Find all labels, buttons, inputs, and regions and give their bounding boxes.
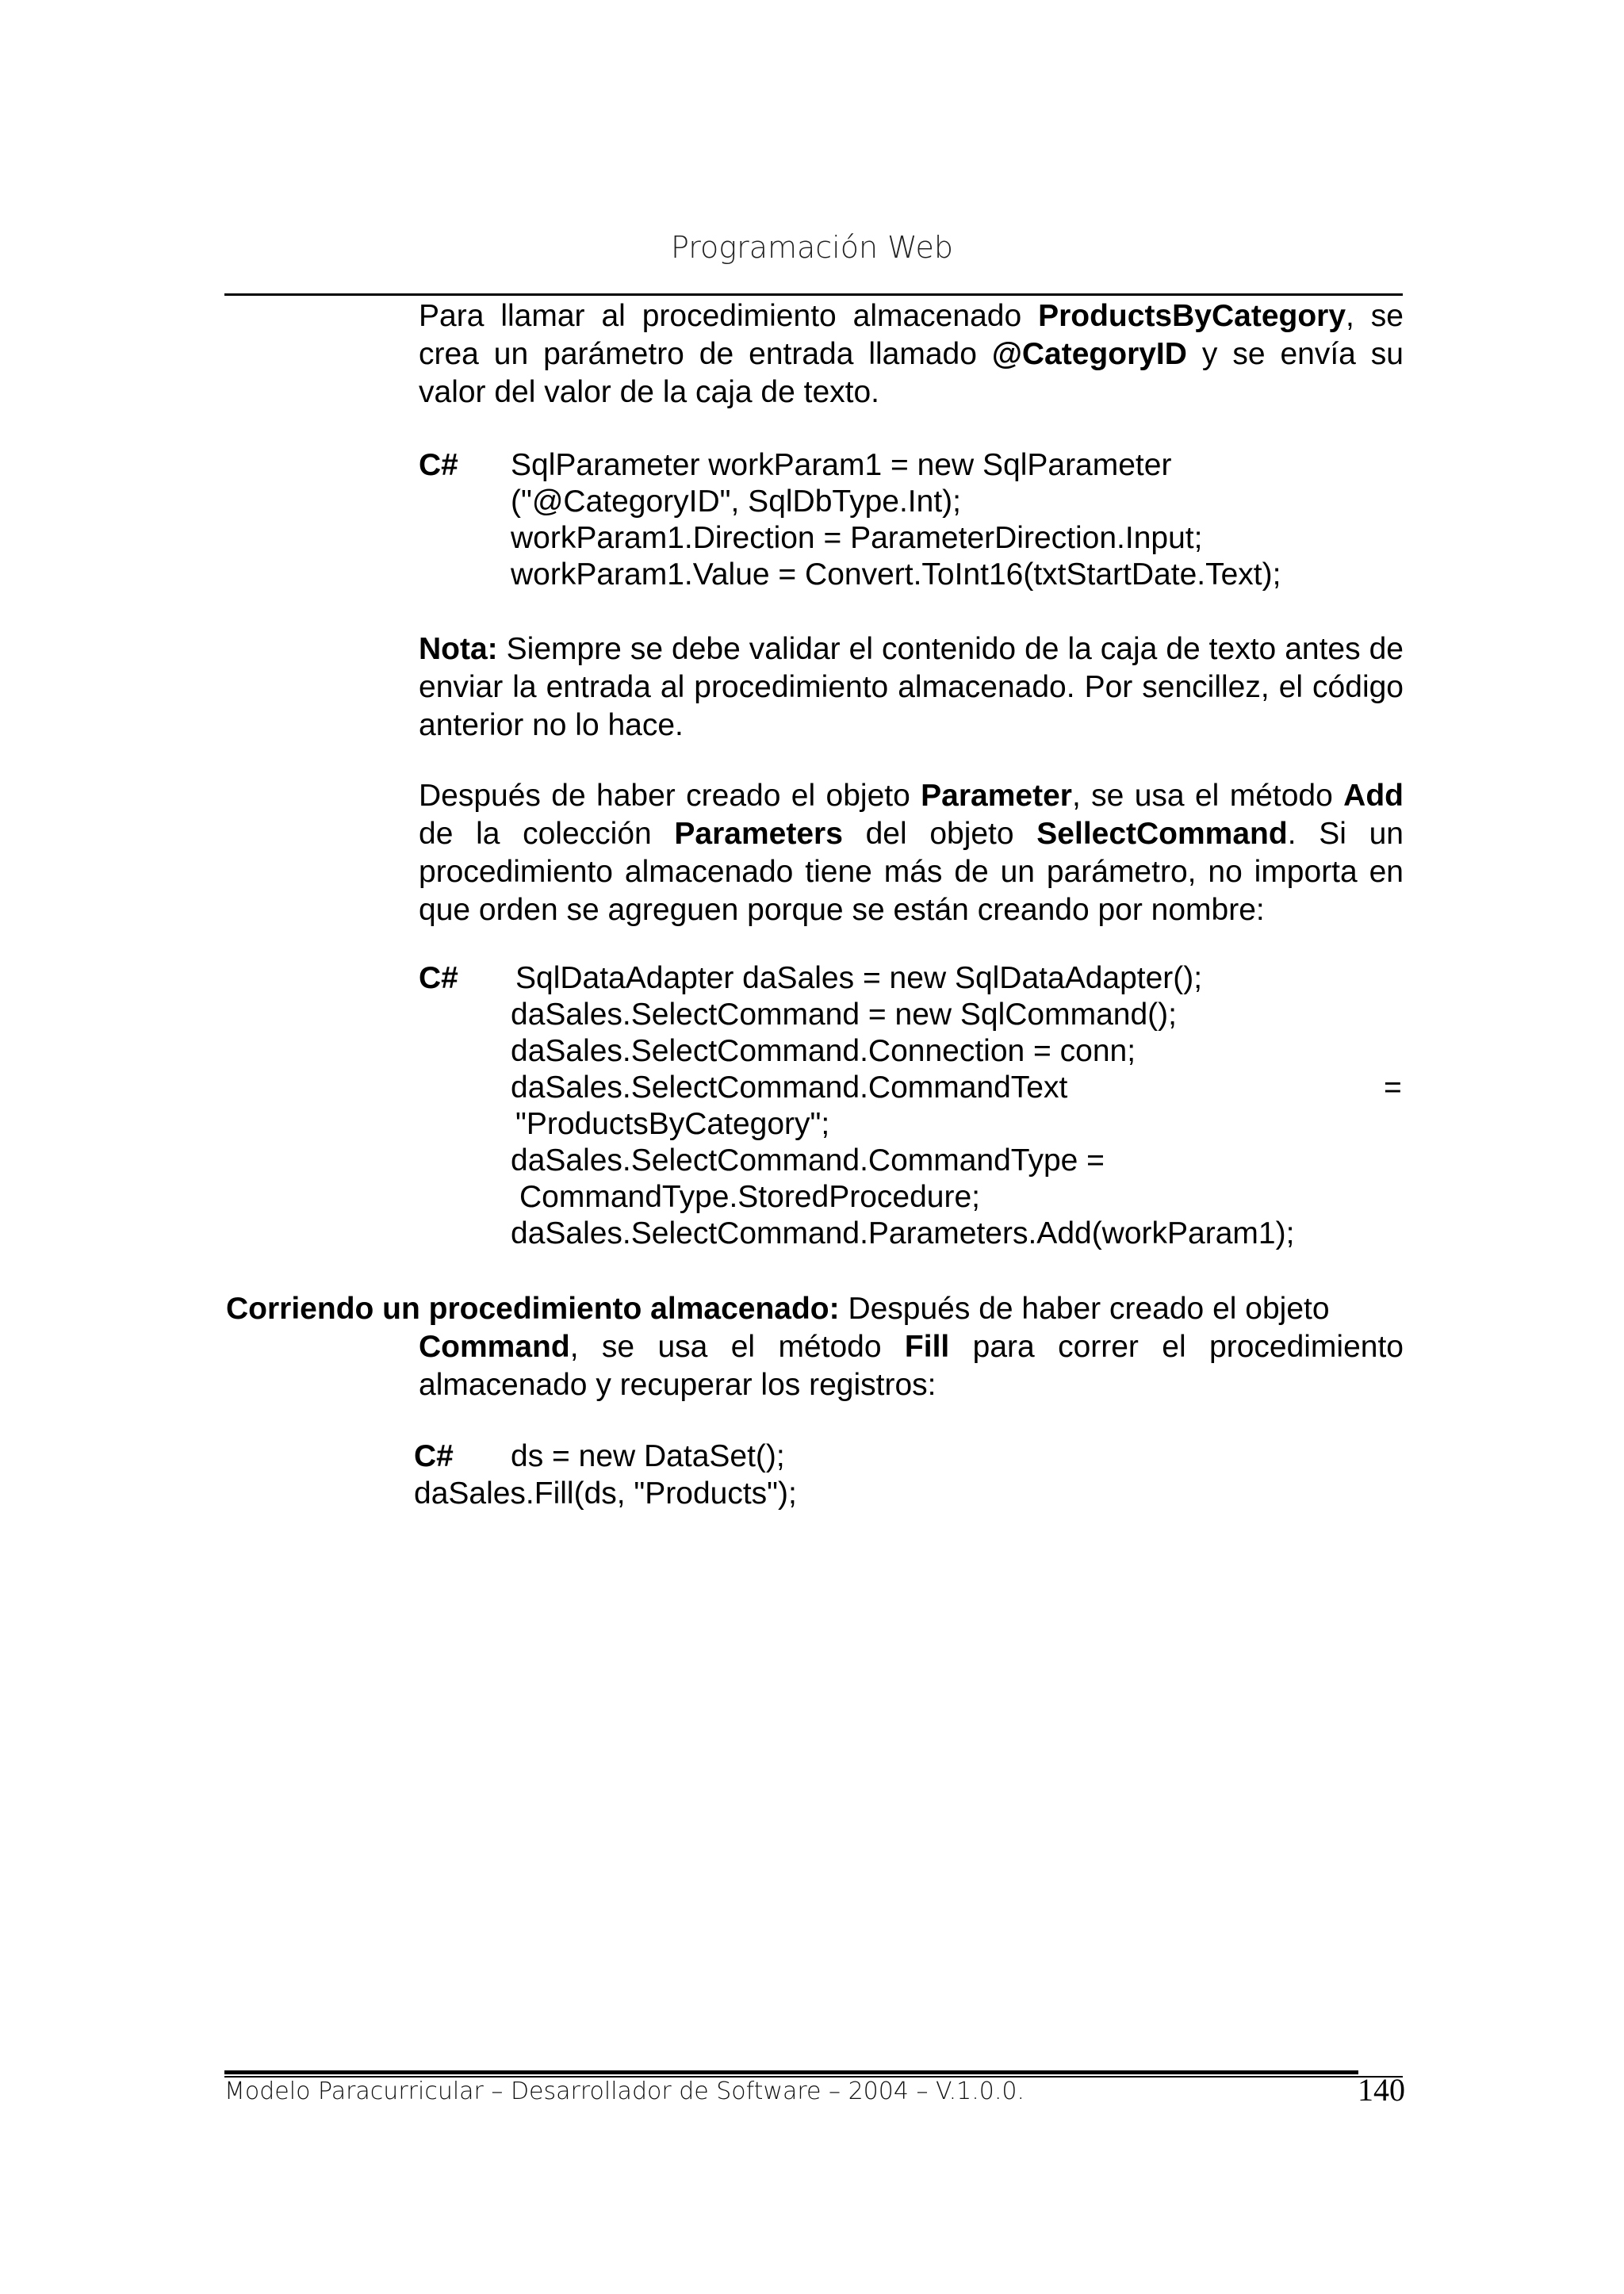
page-number: 140 [1358,2072,1405,2108]
bold-term: Command [419,1330,570,1364]
text-run: , se usa el método [1071,779,1344,813]
code-language-label: C# [419,961,458,995]
text-run: Para llamar al procedimiento almacenado [419,299,1039,333]
bold-term: ProductsByCategory [1038,299,1346,333]
section-body [419,1328,1404,1404]
bold-term: @CategoryID [991,337,1187,371]
code-line: daSales.SelectCommand.Connection = conn; [511,1034,1136,1068]
bold-term: Fill [904,1330,950,1364]
text-run: , se crea un parámetro de entrada llamado [419,299,1404,371]
code-language-label: C# [419,448,458,482]
text-run: Después de haber creado el objeto [839,1292,1330,1326]
text-run: para correr el procedimiento almacenado y recuperar los registros: [419,1330,1404,1402]
footer-rule-thick [224,2070,1358,2074]
note-text: Siempre se debe validar el contenido de la caja de texto antes de enviar la entrada al procedimiento almacenado. Por sencillez, el código anterior no lo hace. [419,632,1404,742]
code-line: ds = new DataSet(); [511,1439,785,1473]
bold-term: SellectCommand [1036,817,1288,851]
code-line: CommandType.StoredProcedure; [519,1180,980,1214]
section-heading: Corriendo un procedimiento almacenado: [226,1292,840,1326]
text-run: Después de haber creado el objeto [419,779,921,813]
code-line: daSales.SelectCommand.CommandType = [511,1143,1105,1178]
bold-term: Parameters [674,817,843,851]
note-label: Nota: [419,632,498,666]
code-line: workParam1.Value = Convert.ToInt16(txtStartDate.Text); [511,557,1281,592]
text-run: y se envía su valor del valor de la caja de texto. [419,337,1404,409]
text-run: , se usa el método [569,1330,905,1364]
section-first-line [226,1290,1404,1328]
code-line: SqlDataAdapter daSales = new SqlDataAdapter(); [515,961,1203,995]
page-header-title: Programación Web [670,230,953,265]
footer-text: Modelo Paracurricular – Desarrollador de Software – 2004 – V.1.0.0. [224,2078,1025,2105]
parameters-paragraph [419,777,1404,929]
code-line: daSales.SelectCommand.CommandText [511,1070,1068,1105]
text-run: del objeto [842,817,1037,851]
code-line: SqlParameter workParam1 = new SqlParameter [511,448,1172,482]
code-line: daSales.SelectCommand = new SqlCommand(); [511,998,1177,1032]
text-run: de la colección [419,817,675,851]
code-line: "ProductsByCategory"; [515,1107,830,1141]
header-rule [224,293,1403,296]
code-line: workParam1.Direction = ParameterDirection.Input; [511,521,1203,555]
code-line: daSales.SelectCommand.Parameters.Add(workParam1); [511,1216,1295,1250]
code-line-equals: = [1384,1070,1402,1105]
bold-term: Parameter [921,779,1072,813]
intro-paragraph [419,297,1404,412]
code-language-label: C# [414,1439,454,1473]
text-run: . Si un procedimiento almacenado tiene más de un parámetro, no importa en que orden se agreguen porque se están creando por nombre: [419,817,1404,927]
code-line: ("@CategoryID", SqlDbType.Int); [511,484,961,519]
note-paragraph [419,630,1404,745]
bold-term: Add [1343,779,1404,813]
code-line: daSales.Fill(ds, "Products"); [414,1476,797,1511]
